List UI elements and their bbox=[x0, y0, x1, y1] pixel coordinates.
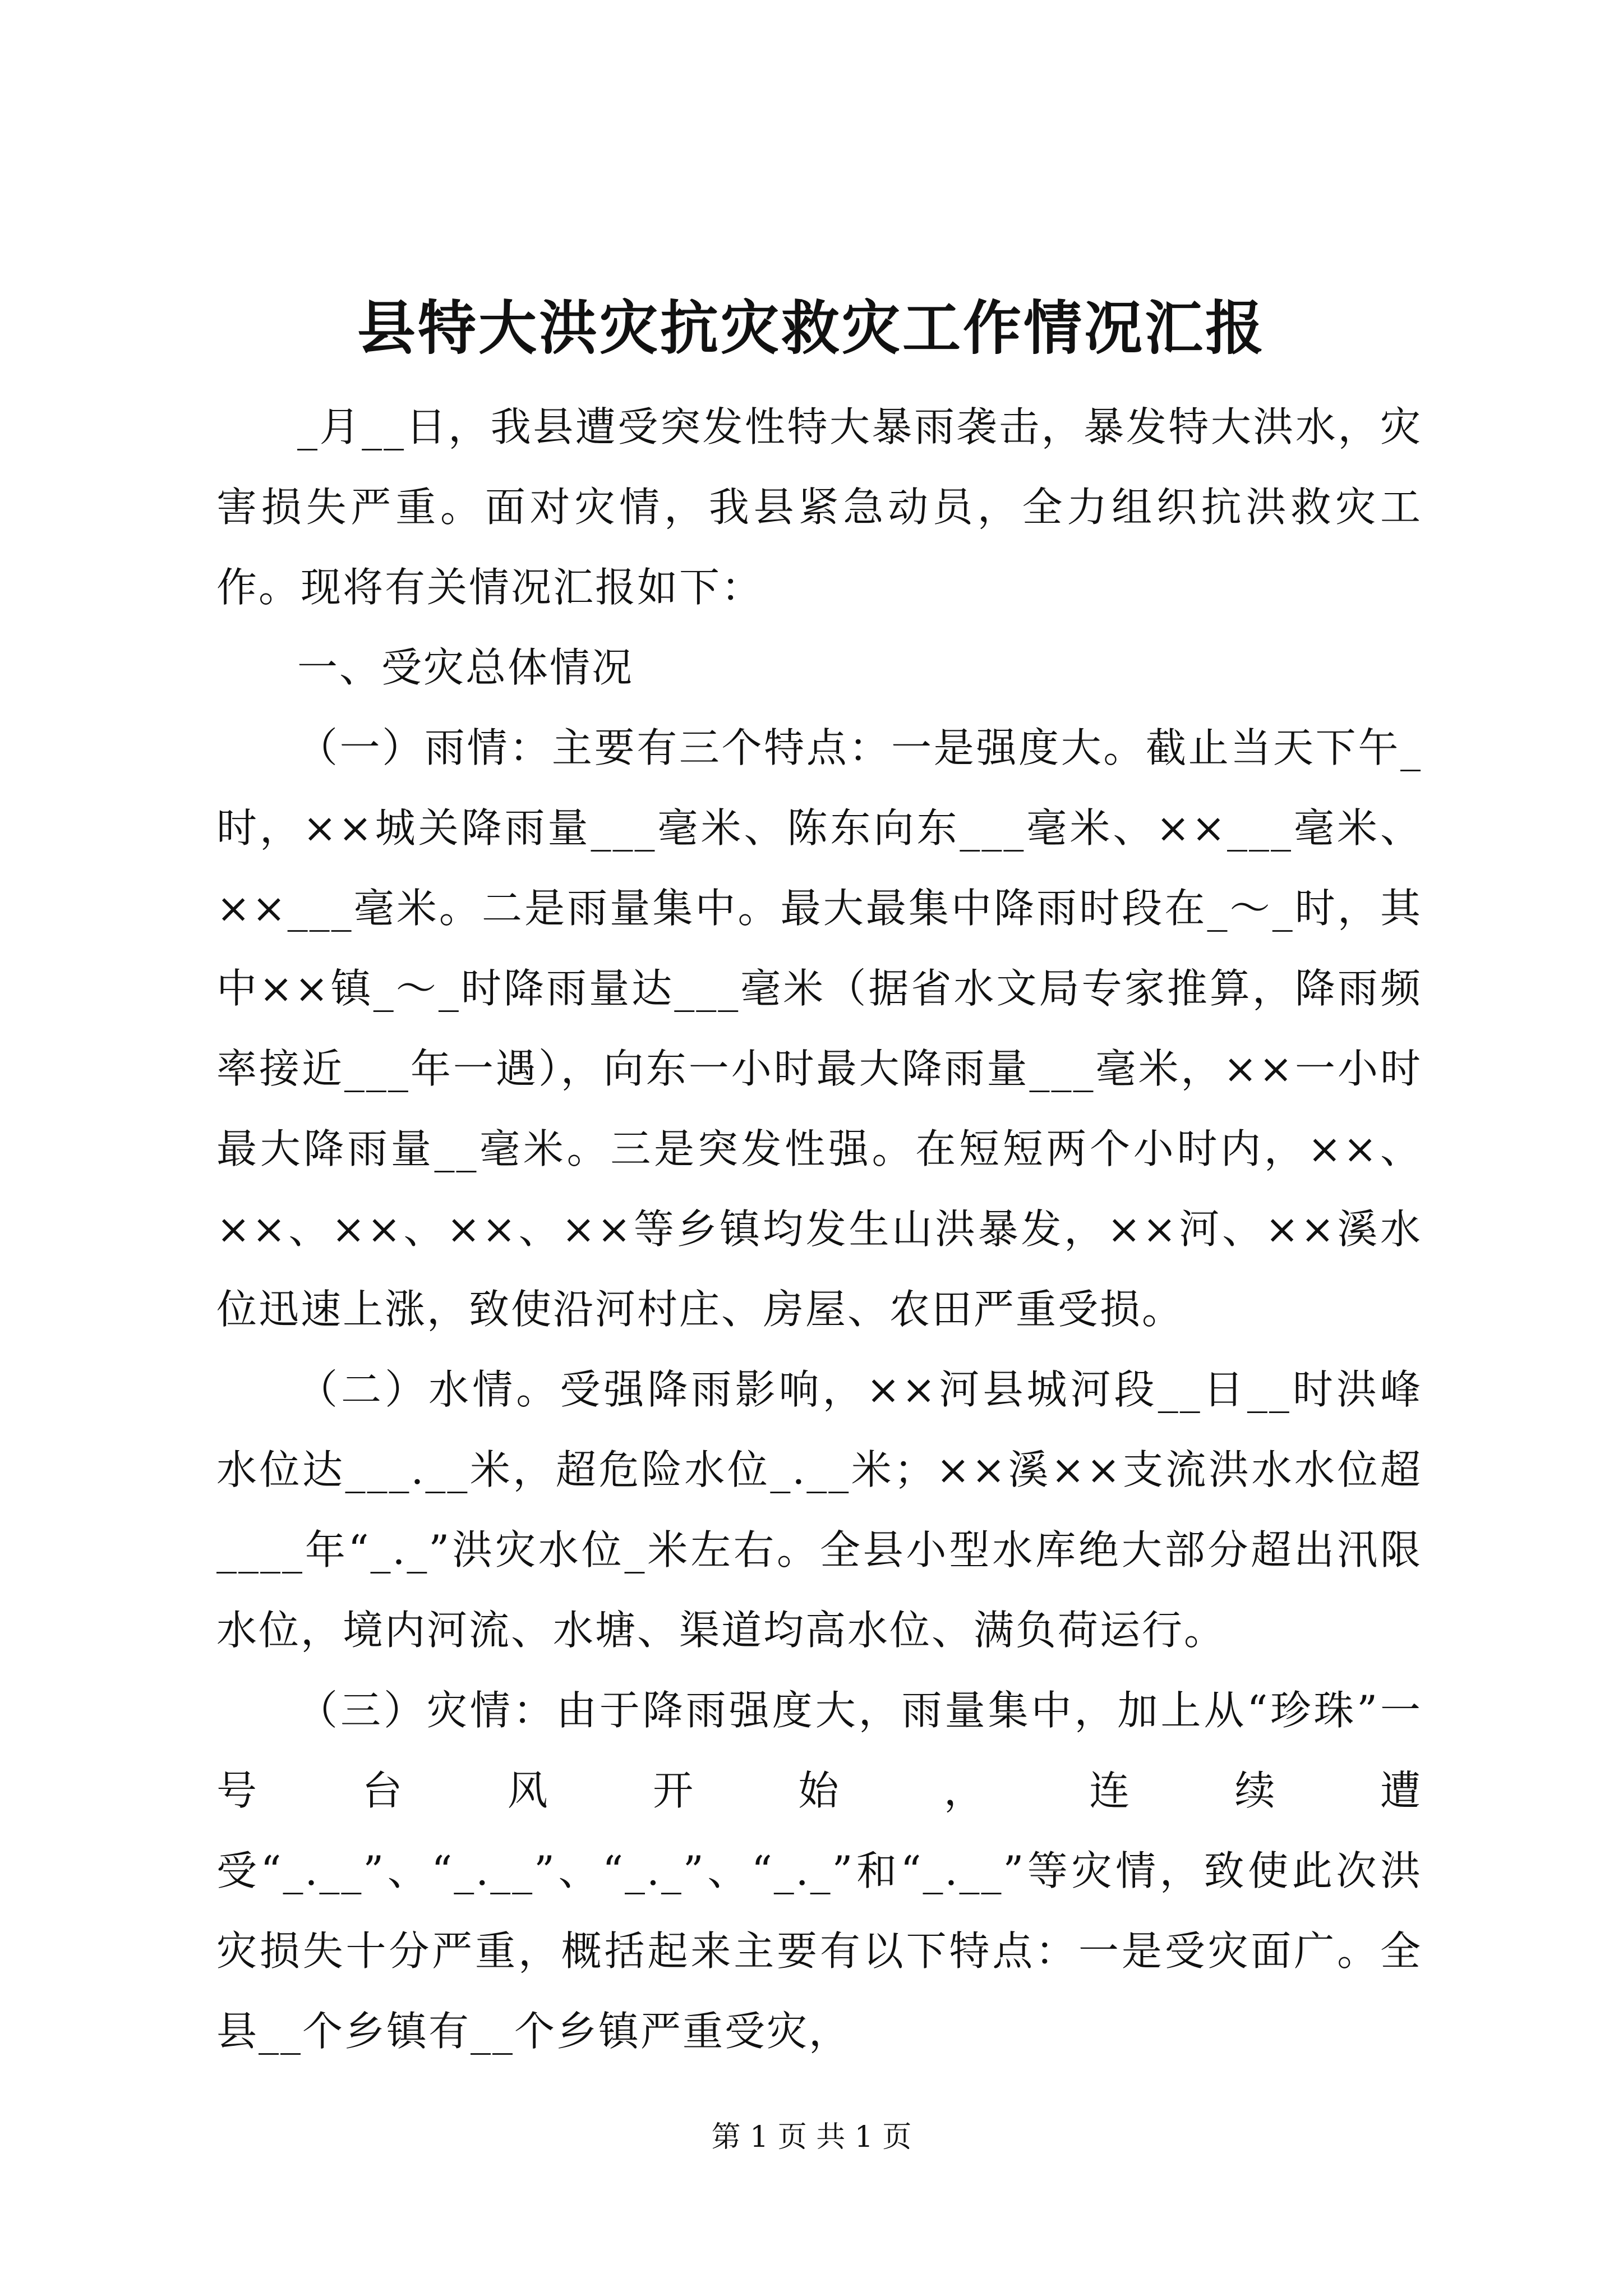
page-footer: 第 1 页 共 1 页 bbox=[711, 2120, 912, 2154]
document-title: 县特大洪灾抗灾救灾工作情况汇报 bbox=[357, 293, 1266, 362]
paragraph-rain: （一）雨情：主要有三个特点：一是强度大。截止当天下午_时，××城关降雨量___毫米、陈东向东___毫米、××___毫米、××___毫米。二是雨量集中。最大最集中降雨时段在_～_时，其中××镇_～_时降雨量达___毫米（据省水文局专家推算，降雨频率接近___年一遇），向东一小时最大降雨量___毫米，××一小时最大降雨量__毫米。三是突发性强。在短短两个小时内，××、××、××、××、××等乡镇均发生山洪暴发，××河、××溪水位迅速上涨，致使沿河村庄、房屋、农田严重受损。 bbox=[216, 724, 1422, 1333]
document-body bbox=[216, 387, 1422, 2072]
paragraph-intro: _月__日，我县遭受突发性特大暴雨袭击，暴发特大洪水，灾害损失严重。面对灾情，我县紧急动员，全力组织抗洪救灾工作。现将有关情况汇报如下： bbox=[216, 403, 1422, 611]
paragraph-water: （二）水情。受强降雨影响，××河县城河段__日__时洪峰水位达___.__米，超危险水位_.__米；××溪××支流洪水水位超____年“_._”洪灾水位_米左右。全县小型水库绝大部分超出汛限水位，境内河流、水塘、渠道均高水位、满负荷运行。 bbox=[216, 1366, 1422, 1654]
section-heading: 一、受灾总体情况 bbox=[297, 644, 634, 691]
paragraph-disaster: （三）灾情：由于降雨强度大，雨量集中，加上从“珍珠”一号台风开始，连续遭受“_.__”、“_.__”、“_._”、“_._”和“_.__”等灾情，致使此次洪灾损失十分严重，概括起来主要有以下特点：一是受灾面广。全县__个乡镇有__个乡镇严重受灾， bbox=[216, 1687, 1422, 2055]
